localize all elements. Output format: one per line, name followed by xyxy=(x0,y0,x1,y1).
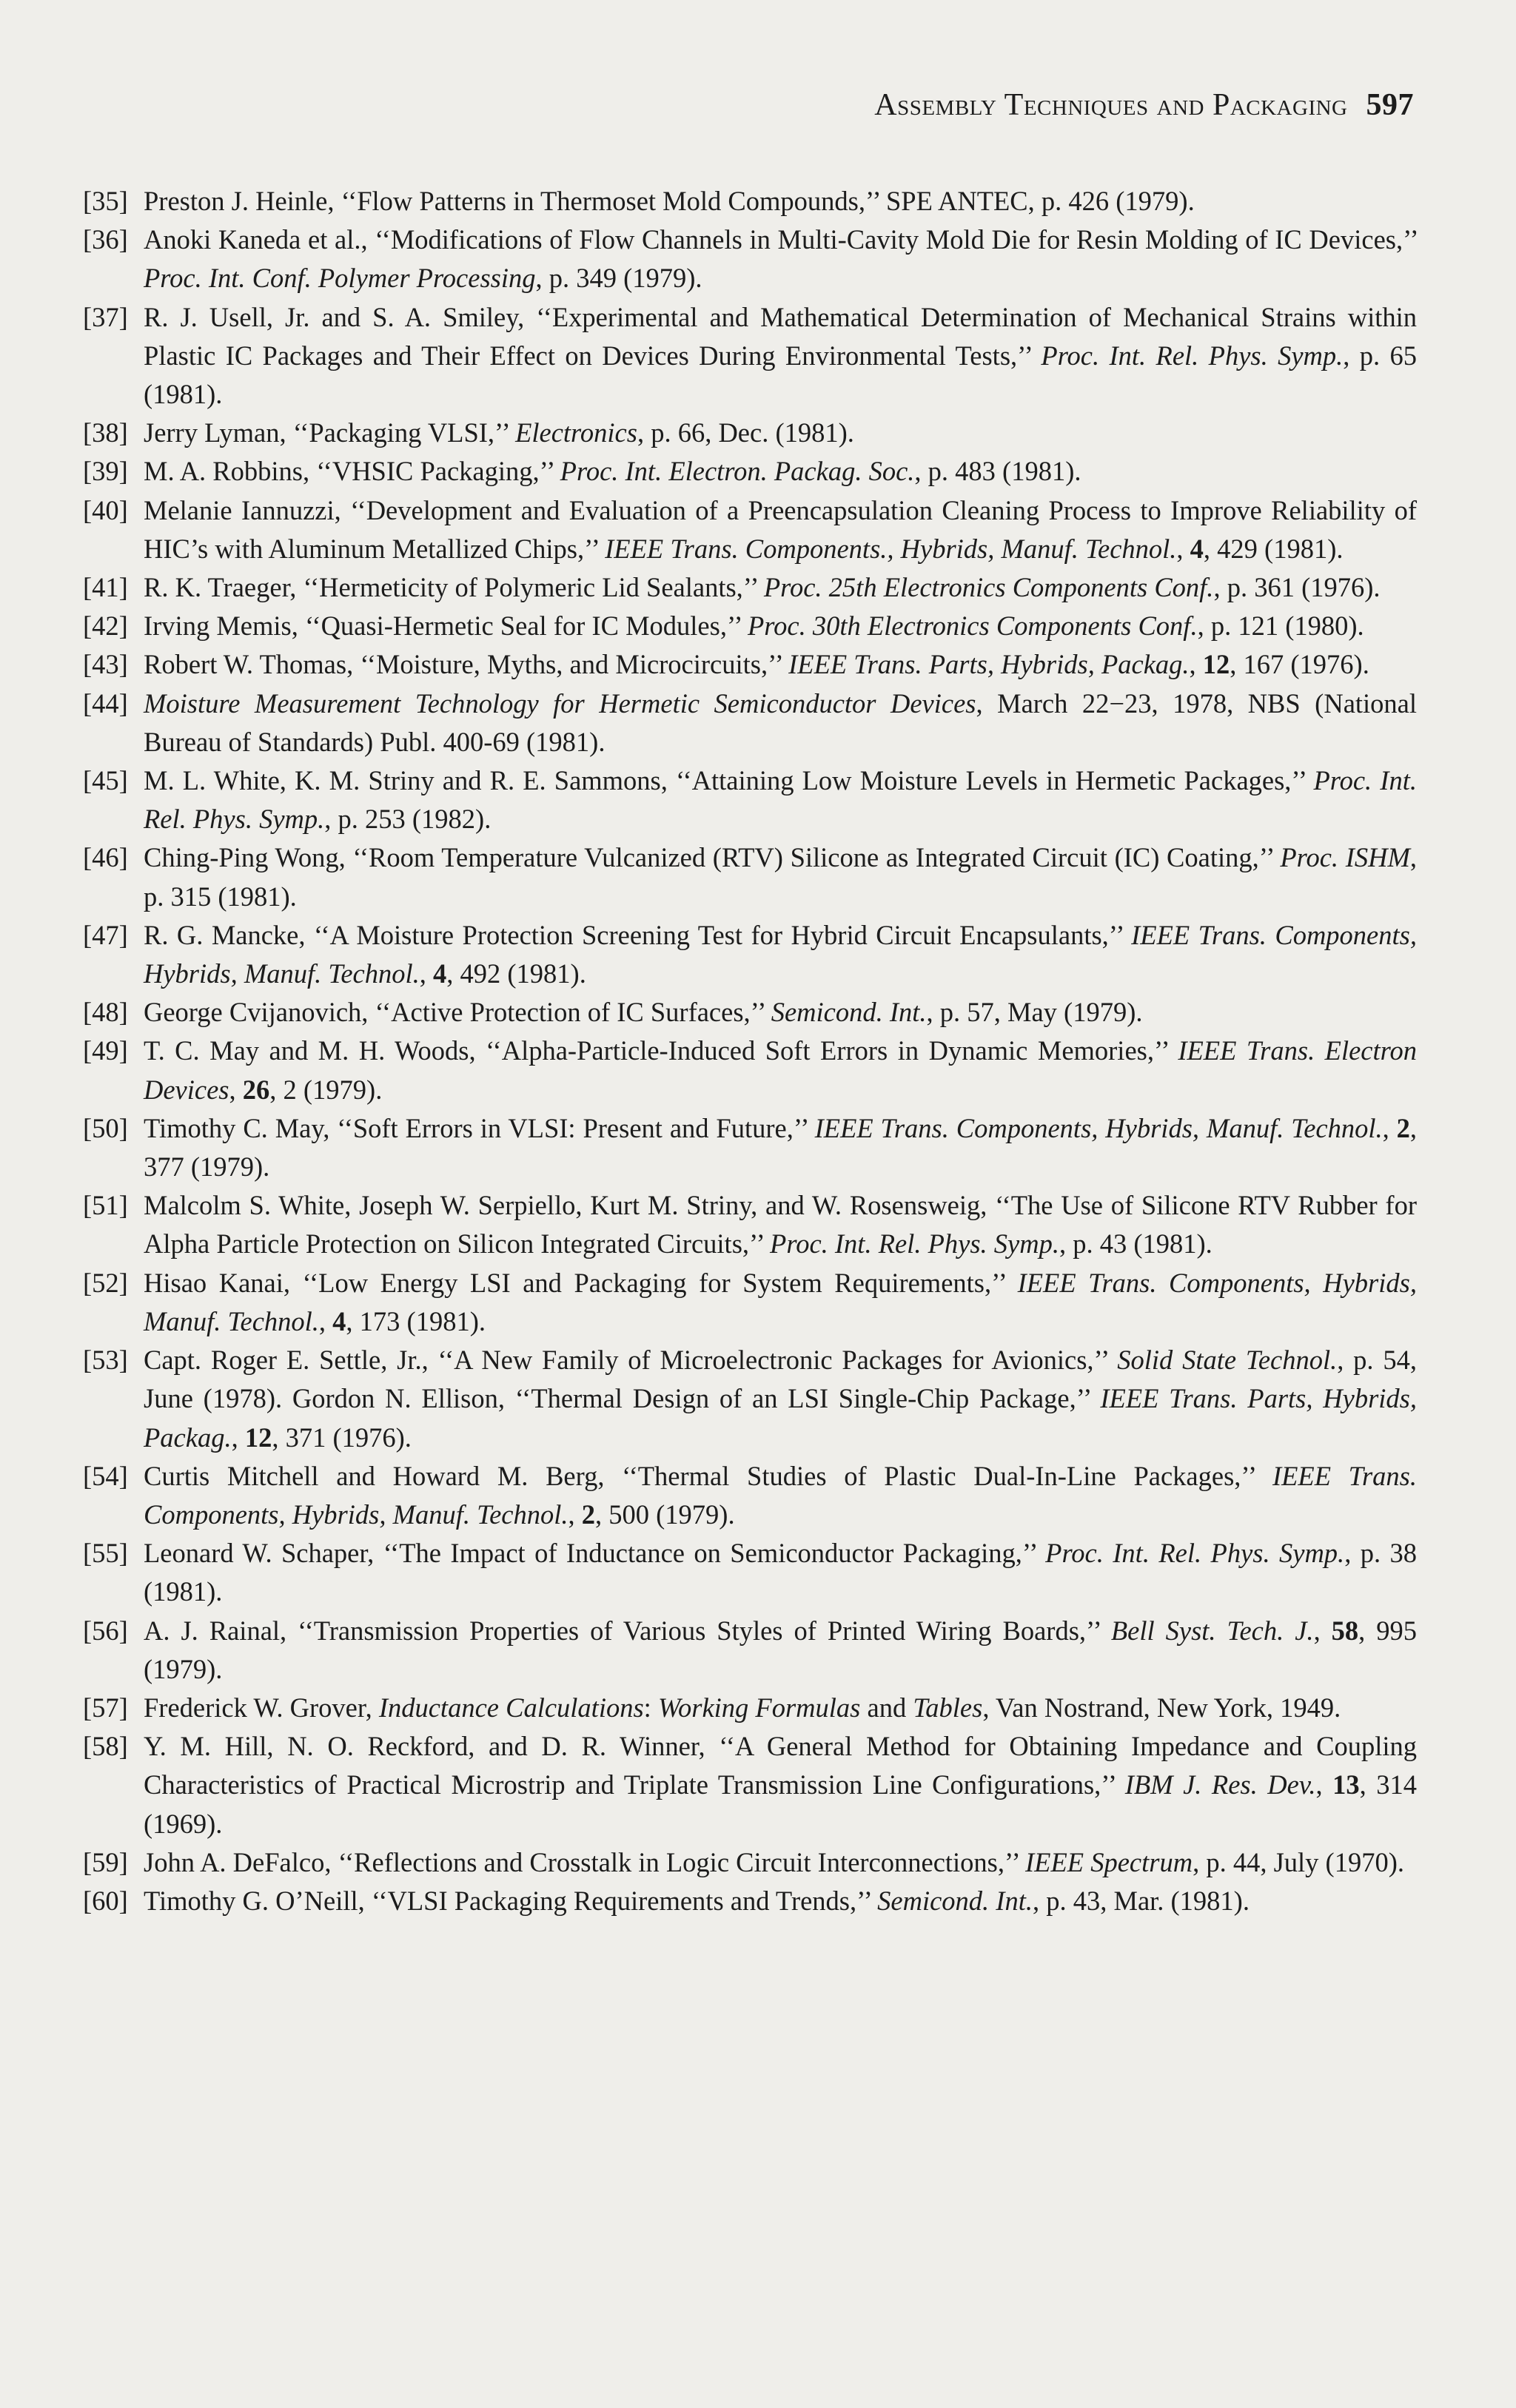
reference-number: [40] xyxy=(83,494,128,525)
reference-item xyxy=(83,568,1417,607)
reference-source-title: IEEE Trans. Components., Hybrids, Manuf. Technol. xyxy=(605,533,1177,564)
reference-volume: 4 xyxy=(433,958,447,989)
reference-source-title: Inductance Calculations xyxy=(378,1692,644,1723)
reference-source-title: Proc. 25th Electronics Components Conf. xyxy=(763,572,1214,603)
reference-segment: , xyxy=(1382,1112,1397,1143)
reference-segment: , xyxy=(1176,533,1190,564)
reference-text xyxy=(144,1341,1417,1457)
reference-segment: Preston J. Heinle, ‘‘Flow Patterns in Thermoset Mold Compounds,’’ SPE ANTEC, p. 426 (1979). xyxy=(144,186,1195,216)
reference-segment: , p. 315 (1981). xyxy=(144,842,1417,912)
reference-source-title: Proc. Int. Rel. Phys. Symp. xyxy=(144,765,1417,835)
reference-volume: 58 xyxy=(1331,1615,1359,1646)
running-head xyxy=(874,87,1414,123)
reference-segment: Timothy C. May, ‘‘Soft Errors in VLSI: Present and Future,’’ xyxy=(144,1112,815,1143)
reference-item xyxy=(83,1534,1417,1611)
reference-number: [58] xyxy=(83,1731,128,1762)
reference-segment: , p. 66, Dec. (1981). xyxy=(637,417,854,448)
reference-text xyxy=(144,414,1417,452)
reference-segment: , 167 (1976). xyxy=(1230,649,1369,680)
reference-source-title: Proc. 30th Electronics Components Conf. xyxy=(747,611,1198,642)
reference-number: [53] xyxy=(83,1345,128,1376)
reference-text xyxy=(144,1457,1417,1534)
reference-number: [45] xyxy=(83,765,128,796)
reference-text xyxy=(144,1727,1417,1843)
reference-source-title: IEEE Trans. Components, Hybrids, Manuf. Technol. xyxy=(814,1112,1383,1143)
reference-item xyxy=(83,607,1417,645)
reference-number: [43] xyxy=(83,649,128,680)
reference-volume: 13 xyxy=(1332,1769,1360,1800)
reference-segment: , Van Nostrand, New York, 1949. xyxy=(982,1692,1341,1723)
reference-segment: , p. 43 (1981). xyxy=(1059,1228,1213,1260)
reference-text xyxy=(144,491,1417,568)
reference-segment: , 173 (1981). xyxy=(346,1305,486,1336)
reference-text xyxy=(144,993,1417,1032)
reference-segment: Malcolm S. White, Joseph W. Serpiello, Kurt M. Striny, and W. Rosensweig, ‘‘The Use of Silicone RTV Rubber for Alpha Particle Protection on Silicon Integrated Circuits,’’ xyxy=(144,1190,1417,1260)
reference-item xyxy=(83,1882,1417,1920)
reference-text xyxy=(144,1534,1417,1611)
running-head-title: Assembly Techniques and Packaging xyxy=(874,88,1348,122)
reference-item xyxy=(83,993,1417,1032)
reference-text xyxy=(144,298,1417,414)
reference-number: [54] xyxy=(83,1460,128,1491)
reference-segment: , 500 (1979). xyxy=(595,1499,735,1530)
reference-source-title: Solid State Technol. xyxy=(1117,1345,1338,1376)
reference-item xyxy=(83,1186,1417,1263)
reference-text xyxy=(144,645,1417,684)
reference-item xyxy=(83,414,1417,452)
reference-segment: , p. 43, Mar. (1981). xyxy=(1032,1885,1250,1916)
reference-segment: , 314 (1969). xyxy=(144,1769,1418,1839)
reference-source-title: Semicond. Int. xyxy=(877,1885,1033,1916)
reference-source-title: IEEE Trans. Parts, Hybrids, Packag. xyxy=(788,649,1190,680)
reference-source-title: Proc. ISHM xyxy=(1280,842,1410,873)
reference-number: [55] xyxy=(83,1538,128,1569)
reference-text xyxy=(144,1186,1417,1263)
reference-source-title: Tables xyxy=(913,1692,983,1723)
reference-segment: , xyxy=(231,1422,245,1453)
reference-segment: , 429 (1981). xyxy=(1203,533,1344,564)
reference-segment: T. C. May and M. H. Woods, ‘‘Alpha-Particle-Induced Soft Errors in Dynamic Memories,’’ xyxy=(144,1035,1178,1066)
reference-item xyxy=(83,645,1417,684)
reference-item xyxy=(83,1032,1417,1109)
reference-segment: , 2 (1979). xyxy=(269,1074,383,1105)
reference-item xyxy=(83,1612,1417,1689)
reference-segment: George Cvijanovich, ‘‘Active Protection of IC Surfaces,’’ xyxy=(144,997,771,1028)
reference-number: [56] xyxy=(83,1615,128,1646)
reference-volume: 12 xyxy=(1202,649,1230,680)
reference-segment: , p. 349 (1979). xyxy=(535,263,702,294)
reference-item xyxy=(83,298,1417,414)
reference-item xyxy=(83,685,1417,761)
reference-segment: R. G. Mancke, ‘‘A Moisture Protection Screening Test for Hybrid Circuit Encapsulants,’’ xyxy=(144,919,1132,950)
reference-segment: , xyxy=(1315,1769,1333,1800)
reference-segment: Anoki Kaneda et al., ‘‘Modifications of Flow Channels in Multi-Cavity Mold Die for Resin Molding of IC Devices,’’ xyxy=(144,224,1417,255)
reference-source-title: Proc. Int. Electron. Packag. Soc. xyxy=(560,456,915,487)
reference-source-title: Moisture Measurement Technology for Hermetic Semiconductor Devices xyxy=(144,687,976,719)
reference-item xyxy=(83,221,1417,297)
reference-item xyxy=(83,1457,1417,1534)
reference-segment: , xyxy=(229,1074,243,1105)
reference-segment: R. J. Usell, Jr. and S. A. Smiley, ‘‘Experimental and Mathematical Determination of Mechanical Strains within Plastic IC Packages and Their Effect on Devices During Environmental Tests,’’ xyxy=(144,301,1417,371)
reference-segment: , xyxy=(568,1499,582,1530)
reference-segment: , p. 253 (1982). xyxy=(324,804,492,835)
reference-number: [48] xyxy=(83,997,128,1028)
reference-item xyxy=(83,761,1417,838)
reference-segment: Timothy G. O’Neill, ‘‘VLSI Packaging Requirements and Trends,’’ xyxy=(144,1885,878,1916)
reference-source-title: IEEE Trans. Components, Hybrids, Manuf. Technol. xyxy=(144,919,1417,989)
reference-source-title: IBM J. Res. Dev. xyxy=(1124,1769,1316,1800)
reference-number: [57] xyxy=(83,1692,128,1723)
reference-source-title: IEEE Trans. Components, Hybrids, Manuf. Technol. xyxy=(144,1267,1417,1336)
reference-segment: , p. 38 (1981). xyxy=(144,1538,1417,1607)
reference-text xyxy=(144,568,1417,607)
reference-item xyxy=(83,182,1417,221)
reference-item xyxy=(83,1727,1417,1843)
reference-segment: , xyxy=(419,958,434,989)
reference-text xyxy=(144,182,1417,221)
reference-number: [50] xyxy=(83,1112,128,1143)
reference-segment: , xyxy=(1313,1615,1332,1646)
reference-text xyxy=(144,1843,1417,1882)
reference-volume: 12 xyxy=(244,1422,272,1453)
reference-item xyxy=(83,1341,1417,1457)
reference-number: [37] xyxy=(83,301,128,332)
reference-item xyxy=(83,491,1417,568)
reference-source-title: Proc. Int. Conf. Polymer Processing xyxy=(144,263,536,294)
reference-segment: Capt. Roger E. Settle, Jr., ‘‘A New Family of Microelectronic Packages for Avionics,’’ xyxy=(144,1345,1118,1376)
reference-source-title: IEEE Trans. Parts, Hybrids, Packag. xyxy=(144,1383,1417,1453)
reference-source-title: Proc. Int. Rel. Phys. Symp. xyxy=(1041,340,1344,371)
reference-number: [39] xyxy=(83,456,128,487)
reference-segment: , 995 (1979). xyxy=(144,1615,1418,1684)
reference-segment: Irving Memis, ‘‘Quasi-Hermetic Seal for IC Modules,’’ xyxy=(144,611,748,642)
reference-text xyxy=(144,1032,1417,1109)
reference-segment: Ching-Ping Wong, ‘‘Room Temperature Vulcanized (RTV) Silicone as Integrated Circuit (IC) Coating,’’ xyxy=(144,842,1281,873)
reference-text xyxy=(144,761,1417,838)
reference-text xyxy=(144,1264,1417,1341)
reference-item xyxy=(83,452,1417,491)
reference-text xyxy=(144,1689,1417,1727)
reference-item xyxy=(83,1109,1417,1186)
reference-volume: 4 xyxy=(1190,533,1204,564)
reference-number: [51] xyxy=(83,1190,128,1221)
reference-number: [47] xyxy=(83,919,128,950)
reference-volume: 26 xyxy=(242,1074,270,1105)
reference-segment: M. L. White, K. M. Striny and R. E. Sammons, ‘‘Attaining Low Moisture Levels in Hermetic Packages,’’ xyxy=(144,765,1314,796)
reference-segment: , p. 54, June (1978). Gordon N. Ellison, ‘‘Thermal Design of an LSI Single-Chip Package,’’ xyxy=(144,1345,1417,1414)
reference-segment: , 371 (1976). xyxy=(272,1422,412,1453)
reference-item xyxy=(83,916,1417,993)
reference-text xyxy=(144,452,1417,491)
reference-segment: Hisao Kanai, ‘‘Low Energy LSI and Packaging for System Requirements,’’ xyxy=(144,1267,1018,1298)
reference-segment: Melanie Iannuzzi, ‘‘Development and Evaluation of a Preencapsulation Cleaning Process to Improve Reliability of HIC’s with Aluminum Metallized Chips,’’ xyxy=(144,494,1417,564)
reference-text xyxy=(144,838,1417,915)
reference-source-title: Proc. Int. Rel. Phys. Symp. xyxy=(770,1228,1059,1260)
reference-source-title: IEEE Trans. Electron Devices xyxy=(144,1035,1417,1105)
reference-item xyxy=(83,838,1417,915)
reference-number: [36] xyxy=(83,224,128,255)
reference-segment: Leonard W. Schaper, ‘‘The Impact of Inductance on Semiconductor Packaging,’’ xyxy=(144,1538,1046,1569)
reference-text xyxy=(144,1109,1417,1186)
reference-source-title: Semicond. Int. xyxy=(771,997,927,1028)
reference-segment: , p. 483 (1981). xyxy=(914,456,1081,487)
reference-number: [42] xyxy=(83,611,128,642)
reference-segment: , 377 (1979). xyxy=(144,1112,1418,1183)
reference-number: [49] xyxy=(83,1035,128,1066)
reference-segment: , p. 361 (1976). xyxy=(1213,572,1381,603)
reference-segment: , p. 44, July (1970). xyxy=(1193,1846,1404,1877)
reference-segment: A. J. Rainal, ‘‘Transmission Properties of Various Styles of Printed Wiring Boards,’’ xyxy=(144,1615,1111,1646)
reference-item xyxy=(83,1843,1417,1882)
reference-segment: , March 22−23, 1978, NBS (National Bureau of Standards) Publ. 400-69 (1981). xyxy=(144,687,1418,757)
reference-segment: Frederick W. Grover, xyxy=(144,1692,379,1723)
reference-text xyxy=(144,1882,1417,1920)
reference-text xyxy=(144,916,1417,993)
reference-segment: , xyxy=(318,1305,333,1336)
reference-segment: John A. DeFalco, ‘‘Reflections and Crosstalk in Logic Circuit Interconnections,’’ xyxy=(144,1846,1026,1877)
reference-segment: , xyxy=(1189,649,1203,680)
reference-source-title: Bell Syst. Tech. J. xyxy=(1110,1615,1314,1646)
reference-segment: M. A. Robbins, ‘‘VHSIC Packaging,’’ xyxy=(144,456,560,487)
reference-segment: , p. 57, May (1979). xyxy=(926,997,1143,1028)
reference-text xyxy=(144,685,1417,761)
reference-source-title: Working Formulas xyxy=(657,1692,861,1723)
reference-segment: Y. M. Hill, N. O. Reckford, and D. R. Winner, ‘‘A General Method for Obtaining Impedance and Coupling Characteristics of Practical Microstrip and Triplate Transmission Line Configurations,’’ xyxy=(144,1731,1417,1800)
reference-number: [44] xyxy=(83,687,128,719)
reference-list xyxy=(83,182,1417,1920)
reference-segment: Robert W. Thomas, ‘‘Moisture, Myths, and Microcircuits,’’ xyxy=(144,649,789,680)
reference-number: [41] xyxy=(83,572,128,603)
reference-number: [60] xyxy=(83,1885,128,1916)
reference-volume: 2 xyxy=(581,1499,596,1530)
page-number: 597 xyxy=(1366,88,1414,122)
reference-segment: , 492 (1981). xyxy=(446,958,586,989)
reference-number: [35] xyxy=(83,186,128,216)
reference-volume: 4 xyxy=(332,1305,346,1336)
reference-segment: Curtis Mitchell and Howard M. Berg, ‘‘Thermal Studies of Plastic Dual-In-Line Packages,’’ xyxy=(144,1460,1272,1491)
reference-segment: Jerry Lyman, ‘‘Packaging VLSI,’’ xyxy=(144,417,516,448)
reference-text xyxy=(144,607,1417,645)
reference-number: [46] xyxy=(83,842,128,873)
reference-segment: and xyxy=(860,1692,913,1723)
reference-source-title: IEEE Trans. Components, Hybrids, Manuf. Technol. xyxy=(144,1460,1417,1530)
reference-volume: 2 xyxy=(1396,1112,1410,1143)
reference-segment: , p. 65 (1981). xyxy=(144,340,1417,410)
reference-number: [59] xyxy=(83,1846,128,1877)
reference-number: [52] xyxy=(83,1267,128,1298)
reference-text xyxy=(144,1612,1417,1689)
reference-source-title: Proc. Int. Rel. Phys. Symp. xyxy=(1045,1538,1345,1569)
reference-segment: R. K. Traeger, ‘‘Hermeticity of Polymeric Lid Sealants,’’ xyxy=(144,572,764,603)
reference-item xyxy=(83,1264,1417,1341)
reference-segment: : xyxy=(643,1692,658,1723)
reference-item xyxy=(83,1689,1417,1727)
reference-segment: , p. 121 (1980). xyxy=(1197,611,1364,642)
reference-text xyxy=(144,221,1417,297)
reference-number: [38] xyxy=(83,417,128,448)
reference-source-title: Electronics xyxy=(515,417,637,448)
reference-source-title: IEEE Spectrum xyxy=(1025,1846,1193,1877)
